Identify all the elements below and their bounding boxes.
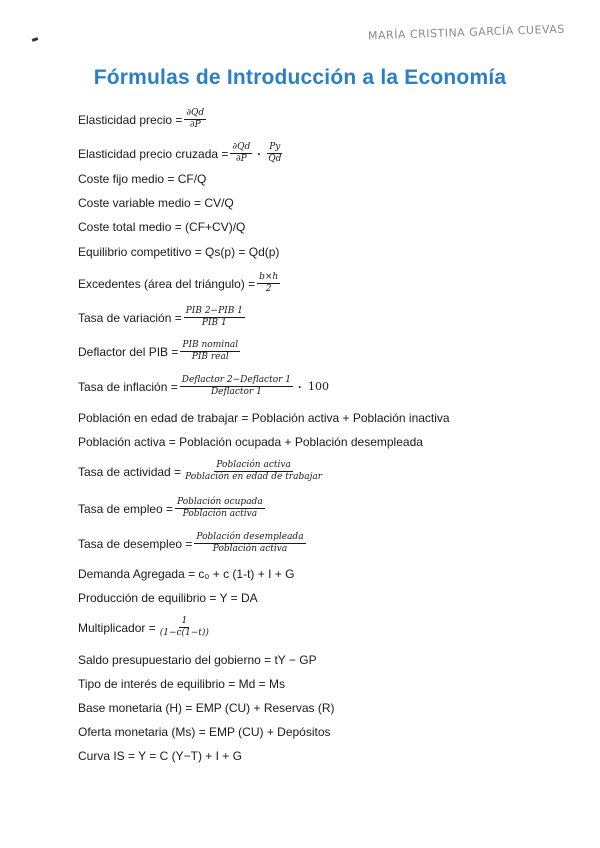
formula-deflactor-pib: Deflactor del PIB = $\frac{\text{PIB nominal}}{\text{PIB real}}$ <box>78 340 239 362</box>
formula-coste-fijo-medio: Coste fijo medio = CF/Q <box>78 172 207 186</box>
fraction: $\frac{\text{PIB nominal}}{\text{PIB real}}$ <box>182 340 239 362</box>
formula-elasticidad-cruzada: Elasticidad precio cruzada = $\frac{\partial Qd}{\partial P}$ · $\frac{Py}{Qd}$ <box>78 142 282 164</box>
ink-mark <box>32 37 39 42</box>
formula-tipo-interes: Tipo de interés de equilibrio = Md = Ms <box>78 677 285 691</box>
author-name: MARÍA CRISTINA GARCÍA CUEVAS <box>367 22 565 43</box>
fraction: $\frac{\text{Población desempleada}}{\text{Población activa}}$ <box>196 532 304 554</box>
formula-poblacion-edad-trabajar: Población en edad de trabajar = Población activa + Población inactiva <box>78 411 450 425</box>
fraction: $\frac{\partial Qd}{\partial P}$ <box>232 142 251 164</box>
fraction: $\frac{Py}{Qd}$ <box>268 142 282 164</box>
formula-tasa-variacion: Tasa de variación = $\frac{\text{PIB 2−PIB 1}}{\text{PIB 1}}$ <box>78 306 243 328</box>
fraction: $\frac{1}{(1-c(1-t))}$ <box>159 616 209 638</box>
formula-coste-variable-medio: Coste variable medio = CV/Q <box>78 196 234 210</box>
fraction: $\frac{\text{PIB 2−PIB 1}}{\text{PIB 1}}$ <box>185 306 243 328</box>
fraction: $\frac{\text{Población ocupada}}{\text{Población activa}}$ <box>177 497 263 519</box>
formula-multiplicador: Multiplicador = $\frac{1}{(1-c(1-t))}$ <box>78 616 209 638</box>
formula-tasa-inflacion: Tasa de inflación = $\frac{\text{Deflactor 2−Deflactor 1}}{\text{Deflactor 1}}$ · 100 <box>78 375 330 397</box>
formula-saldo-presupuestario: Saldo presupuestario del gobierno = tY − GP <box>78 653 317 667</box>
formula-excedentes: Excedentes (área del triángulo) = $\frac{b\times h}{2}$ <box>78 272 279 294</box>
formula-tasa-empleo: Tasa de empleo = $\frac{\text{Población ocupada}}{\text{Población activa}}$ <box>78 497 263 519</box>
formula-tasa-desempleo: Tasa de desempleo = $\frac{\text{Población desempleada}}{\text{Población activa}}$ <box>78 532 304 554</box>
formula-curva-is: Curva IS = Y = C (Y−T) + I + G <box>78 749 242 763</box>
formula-oferta-monetaria: Oferta monetaria (Ms) = EMP (CU) + Depósitos <box>78 725 331 739</box>
fraction: $\frac{b\times h}{2}$ <box>259 272 279 294</box>
formula-elasticidad-precio: Elasticidad precio = $\frac{\partial Qd}{\partial P}$ <box>78 108 205 130</box>
formula-tasa-actividad: Tasa de actividad = $\frac{\text{Población activa}}{\text{Población en edad de trabajar}}$ <box>78 460 323 482</box>
formula-base-monetaria: Base monetaria (H) = EMP (CU) + Reservas (R) <box>78 701 335 715</box>
formula-produccion-equilibrio: Producción de equilibrio = Y = DA <box>78 591 258 605</box>
fraction: $\frac{\text{Población activa}}{\text{Población en edad de trabajar}}$ <box>185 460 323 482</box>
fraction: $\frac{\text{Deflactor 2−Deflactor 1}}{\text{Deflactor 1}}$ <box>181 375 292 397</box>
page-title: Fórmulas de Introducción a la Economía <box>93 66 507 89</box>
fraction: $\frac{\partial Qd}{\partial P}$ <box>186 108 205 130</box>
formula-poblacion-activa: Población activa = Población ocupada + Población desempleada <box>78 435 423 449</box>
formula-equilibrio-competitivo: Equilibrio competitivo = Qs(p) = Qd(p) <box>78 245 280 259</box>
formula-coste-total-medio: Coste total medio = (CF+CV)/Q <box>78 220 246 234</box>
formula-demanda-agregada: Demanda Agregada = c₀ + c (1-t) + I + G <box>78 567 295 581</box>
